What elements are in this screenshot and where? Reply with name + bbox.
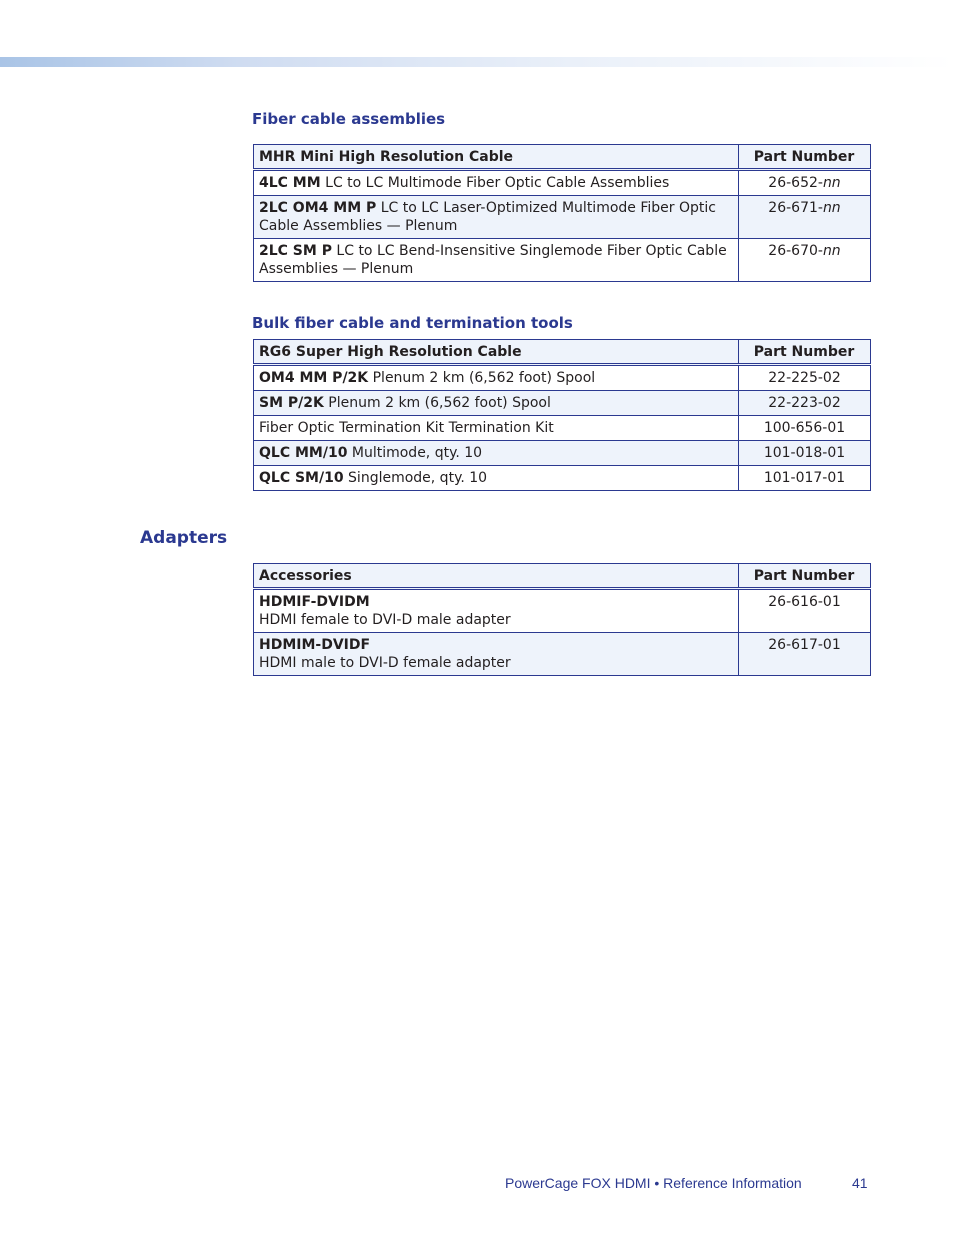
- part-number-cell: [739, 170, 871, 196]
- page-number: 41: [852, 1175, 868, 1191]
- model-name: SM P/2K: [259, 395, 324, 411]
- table-row: [254, 466, 871, 491]
- fiber-cable-table: [253, 144, 871, 282]
- part-number-cell: [739, 239, 871, 282]
- table-row: [254, 633, 871, 676]
- model-name: QLC MM/10: [259, 445, 348, 461]
- section-heading-fiber: Fiber cable assemblies: [252, 110, 446, 128]
- table-header-row: [254, 145, 871, 170]
- part-number-cell: 26-616-01: [739, 589, 871, 633]
- part-number-cell: 101-017-01: [739, 466, 871, 491]
- model-name: HDMIM-DVIDF: [259, 637, 371, 653]
- column-header-product: RG6 Super High Resolution Cable: [254, 340, 739, 365]
- part-number-suffix: nn: [822, 175, 841, 191]
- part-number-cell: 26-617-01: [739, 633, 871, 676]
- table-row: [254, 589, 871, 633]
- part-number-suffix: nn: [822, 243, 841, 259]
- model-name: OM4 MM P/2K: [259, 370, 369, 386]
- product-description: LC to LC Multimode Fiber Optic Cable Assemblies: [320, 175, 670, 191]
- section-heading-adapters: Adapters: [140, 528, 228, 548]
- table-row: [254, 391, 871, 416]
- product-cell: [254, 441, 739, 466]
- model-name: 4LC MM: [259, 175, 321, 191]
- part-number: 26-671-: [768, 200, 823, 216]
- column-header-product: MHR Mini High Resolution Cable: [254, 145, 739, 170]
- table-header-row: [254, 340, 871, 365]
- model-name: 2LC OM4 MM P: [259, 200, 377, 216]
- model-name: HDMIF-DVIDM: [259, 594, 370, 610]
- table-header-row: [254, 564, 871, 589]
- product-description: LC to LC Bend-Insensitive Singlemode Fiber Optic Cable Assemblies — Plenum: [259, 243, 727, 277]
- product-cell: [254, 633, 739, 676]
- model-name: 2LC SM P: [259, 243, 332, 259]
- product-cell: [254, 170, 739, 196]
- part-number: 26-652-: [768, 175, 823, 191]
- product-description: Fiber Optic Termination Kit Termination Kit: [259, 420, 554, 436]
- table-row: [254, 441, 871, 466]
- section-heading-bulk: Bulk fiber cable and termination tools: [252, 314, 573, 332]
- column-header-part-number: Part Number: [739, 564, 871, 589]
- column-header-part-number: Part Number: [739, 340, 871, 365]
- part-number-cell: 22-225-02: [739, 365, 871, 391]
- column-header-product: Accessories: [254, 564, 739, 589]
- product-description: Singlemode, qty. 10: [343, 470, 488, 486]
- product-description: Multimode, qty. 10: [347, 445, 483, 461]
- part-number: 26-670-: [768, 243, 823, 259]
- bulk-fiber-table: [253, 339, 871, 491]
- product-description: HDMI female to DVI-D male adapter: [259, 612, 511, 628]
- column-header-part-number: Part Number: [739, 145, 871, 170]
- part-number-suffix: nn: [822, 200, 841, 216]
- part-number-cell: 22-223-02: [739, 391, 871, 416]
- part-number-cell: 100-656-01: [739, 416, 871, 441]
- table-row: [254, 239, 871, 282]
- table-row: [254, 170, 871, 196]
- part-number-cell: [739, 196, 871, 239]
- product-cell: [254, 416, 739, 441]
- product-cell: [254, 466, 739, 491]
- product-description: HDMI male to DVI-D female adapter: [259, 655, 511, 671]
- product-description: Plenum 2 km (6,562 foot) Spool: [368, 370, 596, 386]
- product-description: Plenum 2 km (6,562 foot) Spool: [323, 395, 551, 411]
- footer-text: PowerCage FOX HDMI • Reference Information: [505, 1175, 802, 1191]
- header-gradient-band: [0, 57, 954, 67]
- part-number-cell: 101-018-01: [739, 441, 871, 466]
- adapters-table: [253, 563, 871, 676]
- table-row: [254, 416, 871, 441]
- product-cell: [254, 391, 739, 416]
- product-cell: [254, 239, 739, 282]
- table-row: [254, 196, 871, 239]
- model-name: QLC SM/10: [259, 470, 344, 486]
- product-cell: [254, 365, 739, 391]
- product-cell: [254, 589, 739, 633]
- product-cell: [254, 196, 739, 239]
- product-description: LC to LC Laser-Optimized Multimode Fiber Optic Cable Assemblies — Plenum: [259, 200, 716, 234]
- table-row: [254, 365, 871, 391]
